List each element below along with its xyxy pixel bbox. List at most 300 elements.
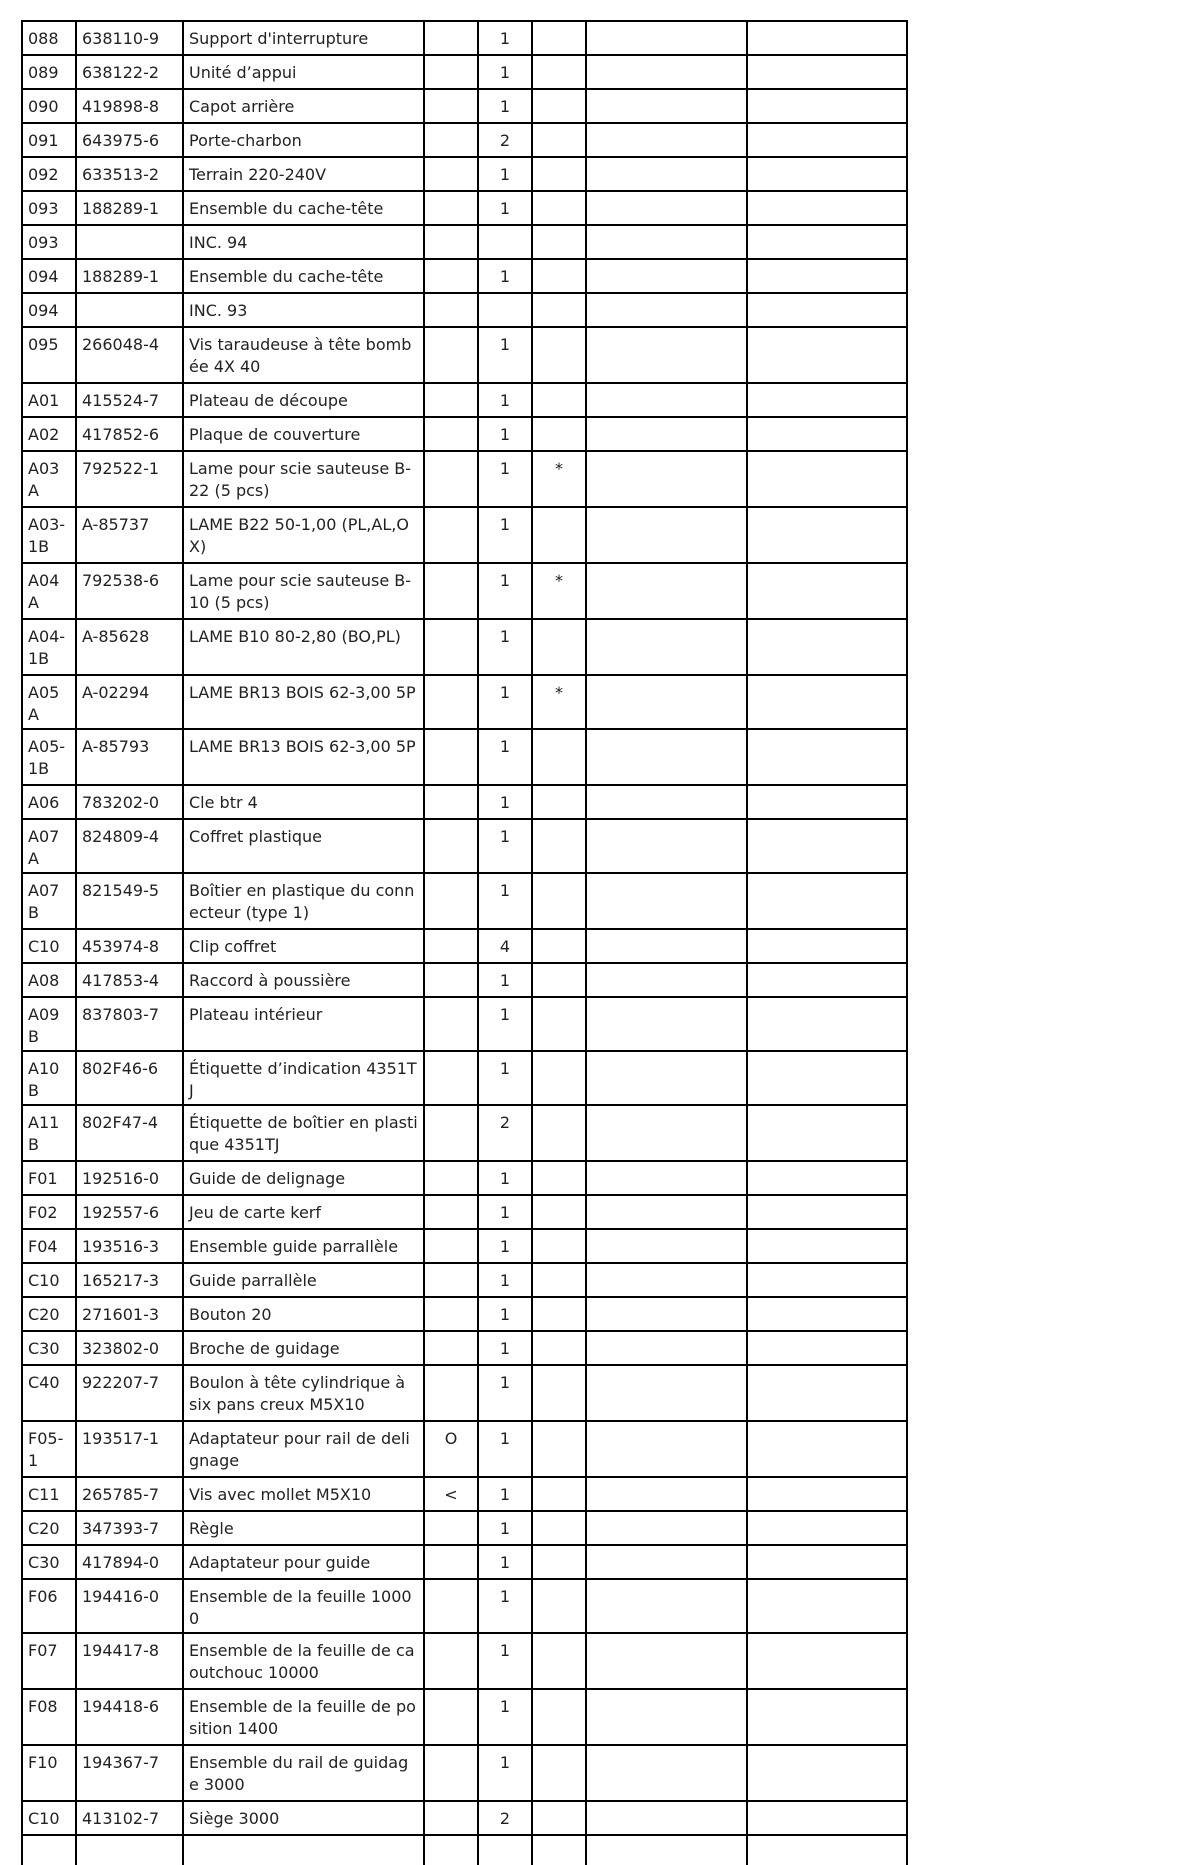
table-row — [22, 1195, 907, 1229]
empty-cell — [747, 1745, 907, 1801]
description: Adaptateur pour guide — [183, 1545, 424, 1579]
part-number: 266048-4 — [76, 327, 183, 383]
table-row — [22, 1229, 907, 1263]
description: Boîtier en plastique du connecteur (type 1) — [183, 873, 424, 929]
description: Ensemble de la feuille 10000 — [183, 1579, 424, 1633]
flag-mark: * — [532, 451, 586, 507]
empty-cell — [586, 1229, 747, 1263]
note-mark — [424, 1195, 478, 1229]
item-number: A11B — [22, 1105, 76, 1161]
item-number: A02 — [22, 417, 76, 451]
quantity: 1 — [478, 1051, 532, 1105]
description: INC. 93 — [183, 293, 424, 327]
item-number: C11 — [22, 1477, 76, 1511]
note-mark — [424, 1263, 478, 1297]
empty-cell — [586, 1545, 747, 1579]
empty-cell — [586, 1051, 747, 1105]
table-row — [22, 417, 907, 451]
note-mark — [424, 963, 478, 997]
note-mark — [424, 327, 478, 383]
item-number: 094 — [22, 259, 76, 293]
flag-mark — [532, 1263, 586, 1297]
item-number: F05-1 — [22, 1421, 76, 1477]
part-number: A-02294 — [76, 675, 183, 729]
empty-cell — [586, 929, 747, 963]
flag-mark — [532, 1161, 586, 1195]
item-number: A07B — [22, 873, 76, 929]
table-row — [22, 963, 907, 997]
table-row — [22, 929, 907, 963]
part-number: 415524-7 — [76, 383, 183, 417]
item-number: A03-1B — [22, 507, 76, 563]
table-row — [22, 563, 907, 619]
part-number: 821549-5 — [76, 873, 183, 929]
empty-cell — [747, 123, 907, 157]
table-row — [22, 55, 907, 89]
table-row — [22, 675, 907, 729]
empty-cell — [183, 1835, 424, 1865]
empty-cell — [22, 1835, 76, 1865]
description: Adaptateur pour rail de delignage — [183, 1421, 424, 1477]
quantity: 1 — [478, 327, 532, 383]
item-number: 088 — [22, 21, 76, 55]
note-mark — [424, 619, 478, 675]
description: Cle btr 4 — [183, 785, 424, 819]
table-row — [22, 1051, 907, 1105]
empty-cell — [586, 191, 747, 225]
part-number: 802F46-6 — [76, 1051, 183, 1105]
flag-mark — [532, 293, 586, 327]
flag-mark — [532, 225, 586, 259]
empty-cell — [478, 1835, 532, 1865]
flag-mark — [532, 785, 586, 819]
description: Règle — [183, 1511, 424, 1545]
flag-mark — [532, 259, 586, 293]
empty-cell — [747, 1579, 907, 1633]
description: Ensemble guide parrallèle — [183, 1229, 424, 1263]
quantity — [478, 293, 532, 327]
quantity: 1 — [478, 157, 532, 191]
flag-mark — [532, 1051, 586, 1105]
description: Ensemble du rail de guidage 3000 — [183, 1745, 424, 1801]
empty-cell — [586, 873, 747, 929]
description: Jeu de carte kerf — [183, 1195, 424, 1229]
table-row — [22, 1477, 907, 1511]
flag-mark — [532, 417, 586, 451]
description: LAME BR13 BOIS 62-3,00 5P — [183, 729, 424, 785]
note-mark — [424, 675, 478, 729]
quantity: 1 — [478, 619, 532, 675]
table-row — [22, 1801, 907, 1835]
quantity: 1 — [478, 1365, 532, 1421]
empty-cell — [747, 1297, 907, 1331]
table-row — [22, 225, 907, 259]
empty-cell — [586, 293, 747, 327]
part-number: 165217-3 — [76, 1263, 183, 1297]
quantity: 1 — [478, 1229, 532, 1263]
flag-mark — [532, 157, 586, 191]
empty-cell — [747, 1051, 907, 1105]
part-number: 417852-6 — [76, 417, 183, 451]
quantity: 1 — [478, 1579, 532, 1633]
empty-cell — [747, 997, 907, 1051]
description: Plaque de couverture — [183, 417, 424, 451]
description: Vis taraudeuse à tête bombée 4X 40 — [183, 327, 424, 383]
empty-cell — [586, 1477, 747, 1511]
item-number: A05-1B — [22, 729, 76, 785]
quantity: 1 — [478, 55, 532, 89]
part-number: 638110-9 — [76, 21, 183, 55]
description: Guide parrallèle — [183, 1263, 424, 1297]
table-row — [22, 123, 907, 157]
table-row — [22, 157, 907, 191]
quantity: 1 — [478, 785, 532, 819]
table-row — [22, 1161, 907, 1195]
description: Guide de delignage — [183, 1161, 424, 1195]
note-mark — [424, 507, 478, 563]
flag-mark — [532, 1297, 586, 1331]
empty-cell — [747, 1801, 907, 1835]
quantity: 1 — [478, 451, 532, 507]
empty-cell — [586, 259, 747, 293]
item-number: 093 — [22, 225, 76, 259]
quantity — [478, 225, 532, 259]
part-number: 417853-4 — [76, 963, 183, 997]
empty-cell — [424, 1835, 478, 1865]
empty-cell — [747, 1365, 907, 1421]
quantity: 1 — [478, 675, 532, 729]
note-mark — [424, 1365, 478, 1421]
note-mark — [424, 21, 478, 55]
part-number: 792522-1 — [76, 451, 183, 507]
empty-cell — [747, 729, 907, 785]
quantity: 1 — [478, 1263, 532, 1297]
quantity: 2 — [478, 123, 532, 157]
part-number: 783202-0 — [76, 785, 183, 819]
empty-cell — [586, 225, 747, 259]
empty-cell — [586, 1511, 747, 1545]
flag-mark — [532, 1421, 586, 1477]
note-mark — [424, 191, 478, 225]
empty-cell — [747, 417, 907, 451]
item-number: C30 — [22, 1545, 76, 1579]
item-number: C20 — [22, 1297, 76, 1331]
empty-cell — [747, 293, 907, 327]
empty-cell — [747, 1511, 907, 1545]
item-number: A03A — [22, 451, 76, 507]
note-mark — [424, 1161, 478, 1195]
note-mark — [424, 123, 478, 157]
note-mark — [424, 1801, 478, 1835]
table-row — [22, 1545, 907, 1579]
description: Support d'interrupture — [183, 21, 424, 55]
quantity: 1 — [478, 963, 532, 997]
empty-cell — [747, 191, 907, 225]
part-number — [76, 225, 183, 259]
flag-mark — [532, 1801, 586, 1835]
item-number: A06 — [22, 785, 76, 819]
table-row — [22, 451, 907, 507]
item-number: A01 — [22, 383, 76, 417]
quantity: 1 — [478, 1745, 532, 1801]
empty-cell — [586, 1835, 747, 1865]
flag-mark — [532, 327, 586, 383]
empty-cell — [747, 1263, 907, 1297]
item-number: 091 — [22, 123, 76, 157]
part-number: 194367-7 — [76, 1745, 183, 1801]
flag-mark — [532, 1511, 586, 1545]
empty-cell — [586, 383, 747, 417]
empty-cell — [747, 1195, 907, 1229]
empty-cell — [532, 1835, 586, 1865]
empty-cell — [586, 417, 747, 451]
table-row — [22, 1263, 907, 1297]
note-mark — [424, 1105, 478, 1161]
empty-cell — [586, 1297, 747, 1331]
empty-cell — [586, 619, 747, 675]
empty-cell — [747, 1331, 907, 1365]
quantity: 1 — [478, 1331, 532, 1365]
part-number: A-85793 — [76, 729, 183, 785]
description: Plateau de découpe — [183, 383, 424, 417]
part-number: 194417-8 — [76, 1633, 183, 1689]
flag-mark: * — [532, 675, 586, 729]
table-row — [22, 1331, 907, 1365]
part-number: 193517-1 — [76, 1421, 183, 1477]
flag-mark — [532, 819, 586, 873]
empty-cell — [586, 1801, 747, 1835]
part-number — [76, 293, 183, 327]
quantity: 1 — [478, 997, 532, 1051]
quantity: 1 — [478, 383, 532, 417]
empty-cell — [747, 675, 907, 729]
quantity: 1 — [478, 259, 532, 293]
empty-cell — [586, 1195, 747, 1229]
description: Capot arrière — [183, 89, 424, 123]
note-mark — [424, 1229, 478, 1263]
quantity: 1 — [478, 1195, 532, 1229]
table-row — [22, 785, 907, 819]
part-number: 271601-3 — [76, 1297, 183, 1331]
item-number: A05A — [22, 675, 76, 729]
description: Clip coffret — [183, 929, 424, 963]
flag-mark — [532, 619, 586, 675]
empty-cell — [747, 563, 907, 619]
item-number: 094 — [22, 293, 76, 327]
flag-mark — [532, 89, 586, 123]
item-number: A09B — [22, 997, 76, 1051]
flag-mark — [532, 873, 586, 929]
item-number: A08 — [22, 963, 76, 997]
part-number: 194418-6 — [76, 1689, 183, 1745]
quantity: 1 — [478, 21, 532, 55]
empty-cell — [747, 1633, 907, 1689]
table-row — [22, 1365, 907, 1421]
description: Lame pour scie sauteuse B-10 (5 pcs) — [183, 563, 424, 619]
note-mark — [424, 819, 478, 873]
table-row — [22, 1689, 907, 1745]
description: Étiquette de boîtier en plastique 4351TJ — [183, 1105, 424, 1161]
item-number: F06 — [22, 1579, 76, 1633]
flag-mark — [532, 963, 586, 997]
note-mark: O — [424, 1421, 478, 1477]
empty-cell — [586, 819, 747, 873]
flag-mark — [532, 1633, 586, 1689]
flag-mark — [532, 1365, 586, 1421]
empty-cell — [586, 1263, 747, 1297]
note-mark — [424, 293, 478, 327]
quantity: 1 — [478, 729, 532, 785]
description: Unité d’appui — [183, 55, 424, 89]
flag-mark — [532, 1545, 586, 1579]
flag-mark — [532, 191, 586, 225]
description: Ensemble du cache-tête — [183, 191, 424, 225]
item-number: 095 — [22, 327, 76, 383]
note-mark — [424, 55, 478, 89]
quantity: 2 — [478, 1105, 532, 1161]
empty-cell — [747, 383, 907, 417]
flag-mark: * — [532, 563, 586, 619]
table-row — [22, 1745, 907, 1801]
part-number: 347393-7 — [76, 1511, 183, 1545]
item-number: F10 — [22, 1745, 76, 1801]
part-number: 802F47-4 — [76, 1105, 183, 1161]
note-mark — [424, 259, 478, 293]
table-row — [22, 1105, 907, 1161]
empty-cell — [586, 21, 747, 55]
note-mark — [424, 89, 478, 123]
part-number: 922207-7 — [76, 1365, 183, 1421]
part-number: 837803-7 — [76, 997, 183, 1051]
empty-cell — [586, 507, 747, 563]
item-number: A04A — [22, 563, 76, 619]
description: Ensemble de la feuille de position 1400 — [183, 1689, 424, 1745]
quantity: 1 — [478, 1161, 532, 1195]
empty-cell — [586, 563, 747, 619]
empty-cell — [747, 1835, 907, 1865]
table-row — [22, 1421, 907, 1477]
quantity: 1 — [478, 1477, 532, 1511]
table-row — [22, 997, 907, 1051]
item-number: 092 — [22, 157, 76, 191]
note-mark — [424, 1297, 478, 1331]
part-number: 792538-6 — [76, 563, 183, 619]
table-row — [22, 293, 907, 327]
description: Boulon à tête cylindrique à six pans creux M5X10 — [183, 1365, 424, 1421]
part-number: 417894-0 — [76, 1545, 183, 1579]
item-number: A10B — [22, 1051, 76, 1105]
table-row — [22, 1511, 907, 1545]
empty-cell — [747, 619, 907, 675]
item-number: F02 — [22, 1195, 76, 1229]
empty-cell — [747, 21, 907, 55]
note-mark — [424, 1633, 478, 1689]
flag-mark — [532, 729, 586, 785]
description: LAME BR13 BOIS 62-3,00 5P — [183, 675, 424, 729]
flag-mark — [532, 1579, 586, 1633]
table-row — [22, 819, 907, 873]
empty-cell — [586, 89, 747, 123]
empty-cell — [586, 963, 747, 997]
empty-cell — [586, 1161, 747, 1195]
quantity: 1 — [478, 1421, 532, 1477]
description: Bouton 20 — [183, 1297, 424, 1331]
quantity: 1 — [478, 563, 532, 619]
quantity: 1 — [478, 1297, 532, 1331]
parts-table — [21, 20, 908, 1865]
table-row — [22, 619, 907, 675]
empty-cell — [586, 729, 747, 785]
table-row — [22, 729, 907, 785]
note-mark — [424, 157, 478, 191]
part-number: 323802-0 — [76, 1331, 183, 1365]
flag-mark — [532, 383, 586, 417]
empty-cell — [586, 123, 747, 157]
flag-mark — [532, 55, 586, 89]
note-mark — [424, 729, 478, 785]
note-mark — [424, 785, 478, 819]
table-row — [22, 383, 907, 417]
flag-mark — [532, 1477, 586, 1511]
quantity: 1 — [478, 191, 532, 225]
quantity: 1 — [478, 89, 532, 123]
flag-mark — [532, 997, 586, 1051]
empty-cell — [747, 1105, 907, 1161]
table-row — [22, 191, 907, 225]
parts-table-body — [22, 21, 907, 1865]
table-row — [22, 259, 907, 293]
item-number: 093 — [22, 191, 76, 225]
description: Ensemble du cache-tête — [183, 259, 424, 293]
description: Ensemble de la feuille de caoutchouc 10000 — [183, 1633, 424, 1689]
note-mark — [424, 225, 478, 259]
quantity: 1 — [478, 1633, 532, 1689]
part-number: 194416-0 — [76, 1579, 183, 1633]
note-mark — [424, 451, 478, 507]
part-number: 824809-4 — [76, 819, 183, 873]
note-mark — [424, 417, 478, 451]
flag-mark — [532, 1195, 586, 1229]
description: Lame pour scie sauteuse B-22 (5 pcs) — [183, 451, 424, 507]
item-number: F04 — [22, 1229, 76, 1263]
empty-cell — [586, 1579, 747, 1633]
table-row — [22, 507, 907, 563]
item-number: F08 — [22, 1689, 76, 1745]
empty-cell — [747, 259, 907, 293]
item-number: C10 — [22, 1801, 76, 1835]
item-number: C30 — [22, 1331, 76, 1365]
empty-cell — [747, 1421, 907, 1477]
part-number: A-85628 — [76, 619, 183, 675]
empty-cell — [747, 327, 907, 383]
item-number: F01 — [22, 1161, 76, 1195]
empty-cell — [747, 785, 907, 819]
empty-cell — [586, 1689, 747, 1745]
quantity: 4 — [478, 929, 532, 963]
table-row — [22, 89, 907, 123]
empty-cell — [747, 1545, 907, 1579]
item-number: C40 — [22, 1365, 76, 1421]
empty-cell — [747, 89, 907, 123]
note-mark — [424, 1511, 478, 1545]
note-mark — [424, 929, 478, 963]
table-row — [22, 21, 907, 55]
part-number: 188289-1 — [76, 191, 183, 225]
empty-cell — [76, 1835, 183, 1865]
item-number: C10 — [22, 1263, 76, 1297]
empty-cell — [586, 997, 747, 1051]
quantity: 1 — [478, 1689, 532, 1745]
